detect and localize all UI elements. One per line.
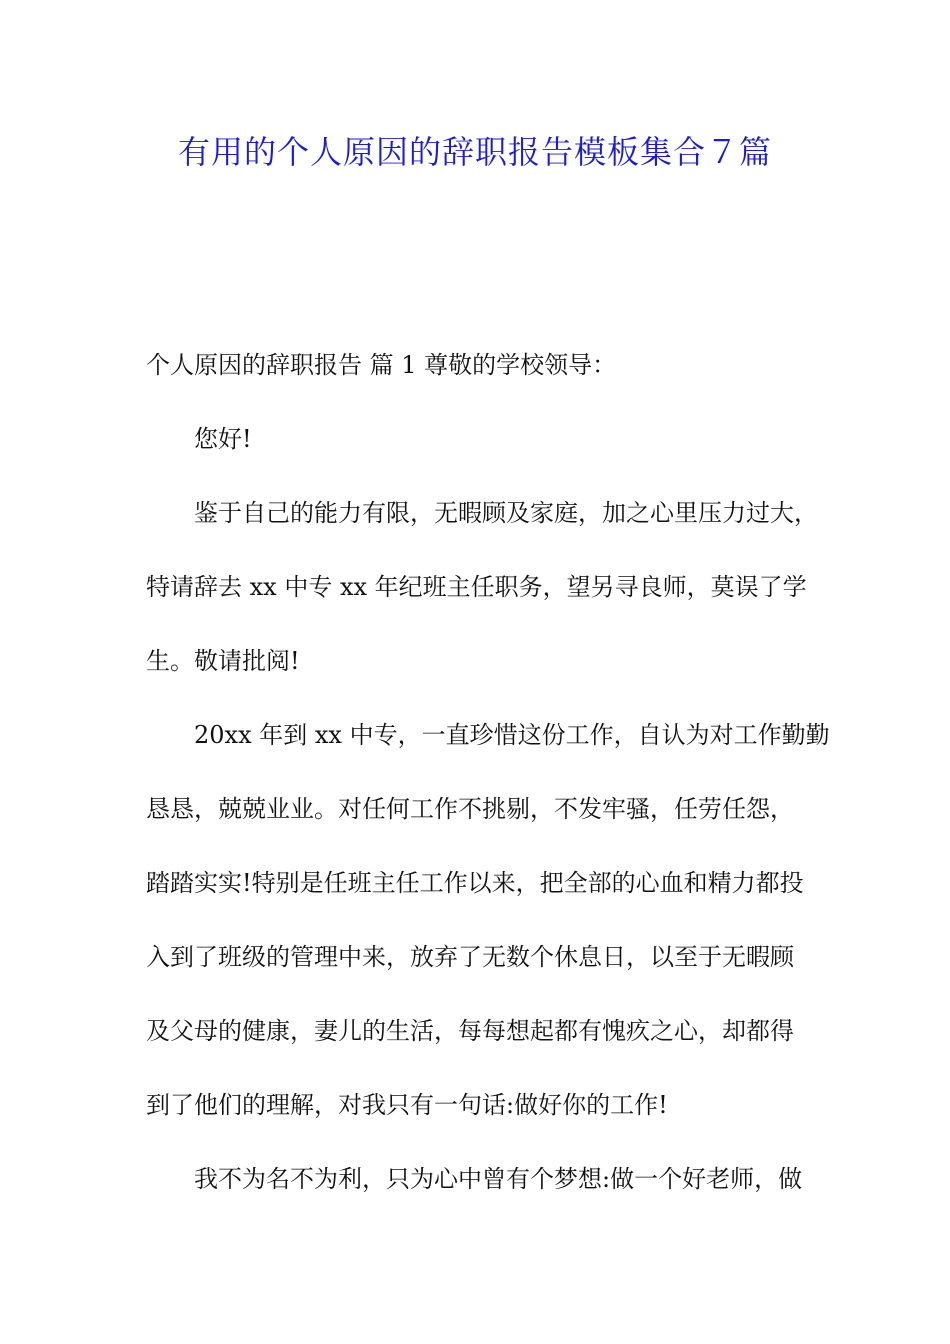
paragraph-2-line-3: 踏踏实实!特别是任班主任工作以来，把全部的心血和精力都投 <box>146 869 804 897</box>
paragraph-2-line-2: 恳恳，兢兢业业。对任何工作不挑剔，不发牢骚，任劳任怨， <box>146 795 794 823</box>
document-body <box>146 328 830 1216</box>
paragraph-3-line-1: 我不为名不为利，只为心中曾有个梦想:做一个好老师，做 <box>194 1165 803 1193</box>
paragraph-1-line-3: 生。敬请批阅! <box>146 647 300 675</box>
heading-line: 个人原因的辞职报告 篇 1 尊敬的学校领导： <box>146 351 617 379</box>
paragraph-1-line-1: 鉴于自己的能力有限，无暇顾及家庭，加之心里压力过大， <box>194 499 818 527</box>
paragraph-2-line-5: 及父母的健康，妻儿的生活，每每想起都有愧疚之心，却都得 <box>146 1017 794 1045</box>
greeting: 您好! <box>194 425 252 453</box>
paragraph-1-line-2: 特请辞去 xx 中专 xx 年纪班主任职务，望另寻良师，莫误了学 <box>146 573 807 601</box>
document-title: 有用的个人原因的辞职报告模板集合７篇 <box>177 133 772 171</box>
paragraph-2-line-1: 20xx 年到 xx 中专，一直珍惜这份工作，自认为对工作勤勤 <box>194 721 830 749</box>
paragraph-2-line-6: 到了他们的理解，对我只有一句话:做好你的工作! <box>146 1091 668 1119</box>
paragraph-2-line-4: 入到了班级的管理中来，放弃了无数个休息日，以至于无暇顾 <box>146 943 794 971</box>
